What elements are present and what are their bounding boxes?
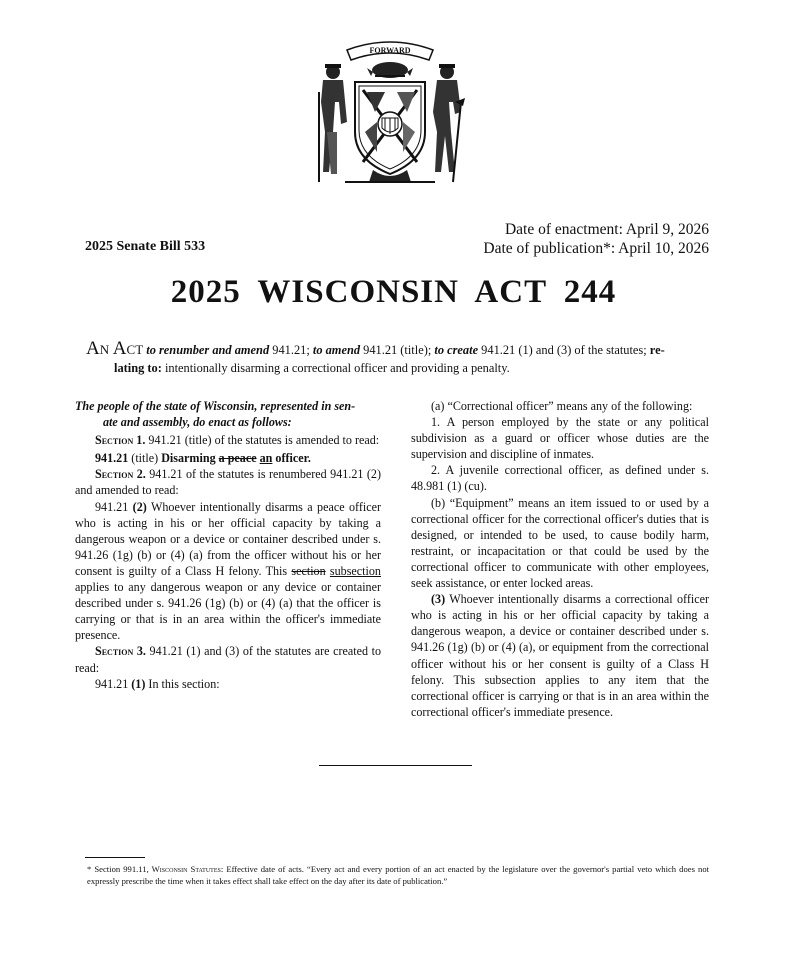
statute-2 — [75, 499, 381, 644]
definition-a: (a) “Correctional officer” means any of the following: — [431, 399, 693, 413]
statute-1 — [75, 676, 381, 692]
statute-number: 941.21 — [95, 676, 132, 691]
enacting-clause: The people of the state of Wisconsin, represented in sen- — [75, 399, 356, 413]
right-column — [411, 398, 709, 720]
intro-text: 941.21 (title); — [360, 343, 435, 357]
statute-title: officer. — [272, 451, 311, 466]
subsection-3 — [411, 591, 709, 720]
enactment-date: Date of enactment: April 9, 2026 — [504, 221, 709, 238]
state-seal-icon — [315, 32, 465, 192]
left-column — [75, 398, 381, 692]
subsection-number: (1) — [131, 676, 146, 691]
section-text: 941.21 (title) of the statutes is amended to read: — [145, 433, 380, 448]
definition-b: (b) “Equipment” means an item issued to or used by a correctional officer for the correctional officer's duties that is designed, or intended to be used, to cause bodily harm, restraint, or incapacitation or that could be used by the correctional officer to communicate with other employees, seek assistance, or enter locked areas. — [411, 495, 709, 591]
statute-number: 941.21 — [95, 499, 133, 514]
section-text: 941.21 (1) and (3) of the statutes are created to read: — [75, 644, 381, 675]
statute-text: Whoever intentionally disarms a correctional officer who is acting in his or her official capacity by taking a dangerous weapon, a device or container described under s. 941.26 (1g) (b) or (4) (a), or equipment from the correctional officer without his or her consent is guilty of a Class H felony. This subsection applies to any item that the correctional officer is carrying or that is in an area within the correctional officer's immediate presence. — [411, 592, 709, 719]
footnote — [87, 863, 709, 887]
section-label: Section 3. — [95, 644, 146, 659]
section-text: 941.21 of the statutes is renumbered 941.21 (2) and amended to read: — [75, 467, 381, 498]
intro-text: intentionally disarming a correctional officer and providing a penalty. — [161, 361, 510, 375]
intro-verb: to renumber and amend — [143, 343, 270, 357]
section-title-amend — [75, 450, 381, 466]
end-rule — [319, 765, 472, 766]
intro-text: 941.21 (1) and (3) of the statutes; — [478, 343, 650, 357]
statute-text: (title) — [128, 451, 162, 466]
section-label: Section 2. — [95, 467, 146, 482]
definition-a1: 1. A person employed by the state or any political subdivision as a guard or officer whose duties are the supervision and discipline of inmates. — [411, 415, 709, 462]
inserted-text: an — [259, 451, 273, 466]
struck-text: a peace — [218, 451, 257, 466]
intro-verb: to amend — [312, 343, 361, 357]
inserted-text: subsection — [329, 563, 381, 578]
statute-text: In this section: — [145, 676, 220, 691]
statute-title: Disarming — [161, 451, 219, 466]
section-3 — [75, 643, 381, 675]
footnote-text: Effective date of acts. “Every act and every portion of an act enacted by the legislature over the governor's partial veto which does not expressly prescribe the time when it takes effect shall take effect on the day after its date of publication.” — [87, 864, 709, 886]
intro-text: 941.21; — [269, 343, 313, 357]
intro-verb: to create — [434, 343, 479, 357]
seal-motto: FORWARD — [369, 46, 411, 55]
intro-relating: lating to: — [114, 361, 162, 375]
statute-text: applies to any dangerous weapon or any device or container described under s. 941.26 (1g) (b) or (4) (a) that the officer is carrying or that is in an area within the officer's immediate presence. — [75, 580, 381, 643]
act-title: 2025 WISCONSIN ACT 244 — [170, 274, 617, 310]
bill-number: 2025 Senate Bill 533 — [85, 239, 206, 254]
section-2 — [75, 466, 381, 498]
subsection-number: (3) — [431, 592, 446, 607]
section-1 — [75, 432, 381, 448]
section-label: Section 1. — [95, 433, 146, 448]
intro-relating: re- — [649, 343, 665, 357]
footnote-rule — [85, 857, 145, 858]
publication-date: Date of publication*: April 10, 2026 — [483, 240, 709, 257]
statute-number: 941.21 — [95, 451, 129, 466]
struck-text: section — [291, 563, 326, 578]
subsection-number: (2) — [132, 499, 147, 514]
footnote-section: Section 991.11, — [91, 864, 149, 874]
an-act-label: An Act — [86, 338, 144, 359]
footnote-marker: * — [87, 864, 92, 874]
definition-a2: 2. A juvenile correctional officer, as defined under s. 48.981 (1) (cu). — [411, 463, 709, 494]
statute-text: Whoever intentionally disarms a peace officer who is acting in his or her official capacity by taking a dangerous weapon or a device or container described under s. 941.26 (1g) (b) or (4) (a) from the officer without his or her consent is guilty of a Class H felony. This — [75, 499, 381, 578]
publication-dates — [483, 220, 709, 258]
enacting-clause: ate and assembly, do enact as follows: — [103, 415, 292, 430]
footnote-statutes: Wisconsin Statutes: — [148, 864, 224, 874]
act-intro — [86, 340, 708, 377]
